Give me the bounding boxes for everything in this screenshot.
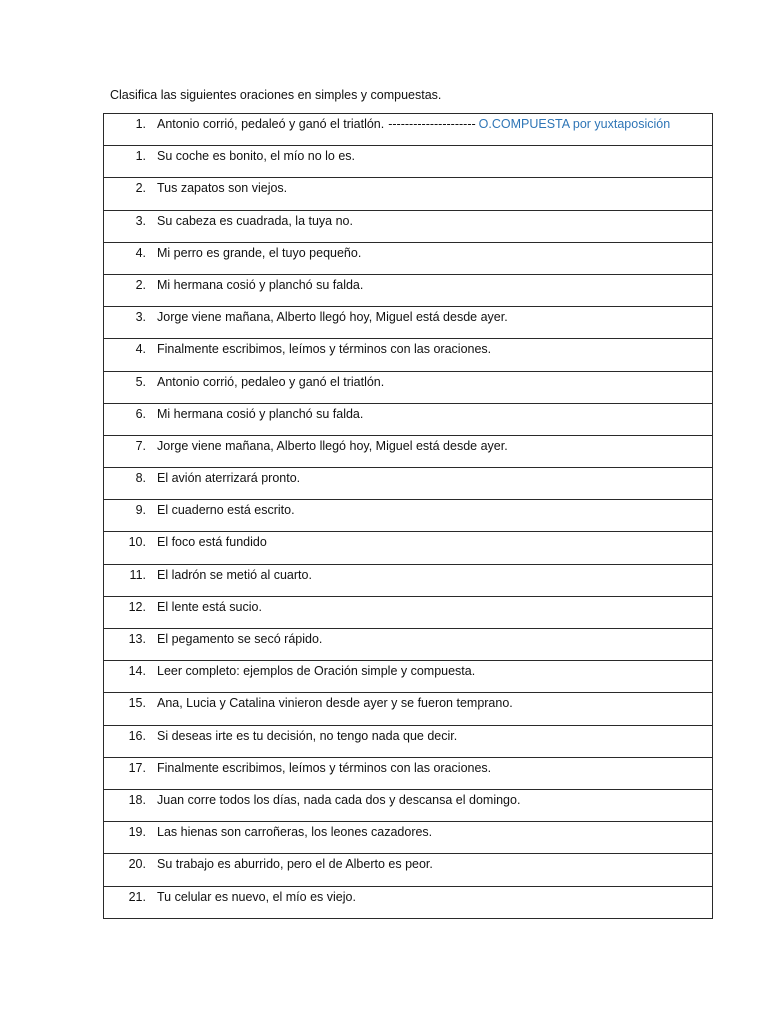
example-content <box>157 116 670 132</box>
sentence-text: Leer completo: ejemplos de Oración simple y compuesta. <box>157 664 476 679</box>
row-number: 10. <box>128 535 146 550</box>
row-number: 16. <box>128 728 146 743</box>
sentence-cell-content <box>104 532 712 550</box>
sentence-text: El cuaderno está escrito. <box>157 503 295 518</box>
sentence-cell <box>104 822 713 854</box>
sentence-cell <box>104 629 713 661</box>
row-number: 2. <box>135 181 146 196</box>
row-number: 9. <box>135 503 146 518</box>
row-number: 4. <box>135 245 146 260</box>
row-number: 6. <box>135 406 146 421</box>
table-row <box>104 564 713 596</box>
sentence-cell <box>104 435 713 467</box>
row-number: 21. <box>128 889 146 904</box>
row-number: 19. <box>128 825 146 840</box>
sentence-text: Las hienas son carroñeras, los leones cazadores. <box>157 825 433 840</box>
sentence-cell-content <box>104 468 712 486</box>
sentence-cell-content <box>104 565 712 583</box>
table-row <box>104 210 713 242</box>
sentence-cell-content <box>104 404 712 422</box>
example-cell <box>104 114 713 146</box>
row-number: 2. <box>135 277 146 292</box>
sentence-cell <box>104 789 713 821</box>
row-number: 8. <box>135 471 146 486</box>
sentence-cell <box>104 339 713 371</box>
table-row <box>104 661 713 693</box>
sentence-cell <box>104 210 713 242</box>
sentence-text: Finalmente escribimos, leímos y términos con las oraciones. <box>157 760 492 775</box>
sentence-text: Su coche es bonito, el mío no lo es. <box>157 149 356 164</box>
row-number: 18. <box>128 792 146 807</box>
row-number: 13. <box>128 632 146 646</box>
sentence-cell <box>104 307 713 339</box>
sentence-cell-content <box>104 500 712 518</box>
sentence-cell <box>104 178 713 210</box>
sentence-cell <box>104 146 713 178</box>
sentence-cell-content <box>104 178 712 196</box>
sentence-cell <box>104 532 713 564</box>
row-number: 5. <box>135 374 146 389</box>
sentence-cell-content <box>104 790 712 808</box>
example-row <box>104 114 713 146</box>
table-row <box>104 435 713 467</box>
sentence-text: El ladrón se metió al cuarto. <box>157 567 312 582</box>
row-number: 7. <box>135 438 146 453</box>
sentence-text: Antonio corrió, pedaleo y ganó el triatlón. <box>157 374 385 389</box>
row-number: 12. <box>128 599 146 614</box>
table-row <box>104 178 713 210</box>
table-row <box>104 854 713 886</box>
sentence-cell-content <box>104 211 712 229</box>
sentence-cell-content <box>104 339 712 357</box>
table-row <box>104 532 713 564</box>
table-row <box>104 693 713 725</box>
table-row <box>104 371 713 403</box>
sentence-cell-content <box>104 597 712 615</box>
sentence-text: Si deseas irte es tu decisión, no tengo nada que decir. <box>157 728 458 743</box>
sentence-text: El foco está fundido <box>157 535 267 550</box>
table-row <box>104 242 713 274</box>
sentence-cell <box>104 274 713 306</box>
sentence-cell <box>104 886 713 918</box>
table-row <box>104 146 713 178</box>
sentence-cell-content <box>104 307 712 325</box>
row-number: 3. <box>135 310 146 325</box>
table-row <box>104 307 713 339</box>
sentences-table <box>103 113 713 919</box>
sentence-cell-content <box>104 854 712 872</box>
sentence-cell <box>104 661 713 693</box>
sentence-text: Mi hermana cosió y planchó su falda. <box>157 277 364 292</box>
table-row <box>104 757 713 789</box>
example-sentence: Antonio corrió, pedaleó y ganó el triatlón. <box>157 117 385 131</box>
table-row <box>104 822 713 854</box>
answer-separator: --------------------- <box>388 117 476 131</box>
sentence-text: Juan corre todos los días, nada cada dos y descansa el domingo. <box>157 792 521 807</box>
row-number: 17. <box>128 760 146 775</box>
sentence-cell <box>104 757 713 789</box>
row-number: 3. <box>135 213 146 228</box>
table-row <box>104 403 713 435</box>
row-number: 14. <box>128 664 146 679</box>
sentence-cell <box>104 725 713 757</box>
sentence-cell <box>104 403 713 435</box>
sentence-cell-content <box>104 693 712 711</box>
sentence-cell-content <box>104 822 712 840</box>
row-number: 1. <box>135 117 146 131</box>
table-row <box>104 468 713 500</box>
worksheet-instruction: Clasifica las siguientes oraciones en simples y compuestas. <box>110 88 442 102</box>
sentence-text: El pegamento se secó rápido. <box>157 632 323 646</box>
row-number: 11. <box>129 567 146 582</box>
sentence-cell-content <box>104 146 712 164</box>
row-number: 15. <box>128 696 146 711</box>
sentence-cell <box>104 500 713 532</box>
sentence-cell-content <box>104 436 712 454</box>
table-row <box>104 596 713 628</box>
sentence-cell-content <box>104 275 712 293</box>
sentence-text: Tu celular es nuevo, el mío es viejo. <box>157 889 356 904</box>
sentence-text: Jorge viene mañana, Alberto llegó hoy, Miguel está desde ayer. <box>157 438 508 453</box>
example-answer: O.COMPUESTA por yuxtaposición <box>478 117 671 131</box>
sentence-cell-content <box>104 629 712 647</box>
table-row <box>104 725 713 757</box>
sentences-table-body <box>104 114 713 919</box>
sentence-cell <box>104 371 713 403</box>
sentence-cell <box>104 854 713 886</box>
row-number: 20. <box>128 857 146 872</box>
sentence-cell-content <box>104 726 712 744</box>
table-row <box>104 886 713 918</box>
sentence-cell <box>104 596 713 628</box>
row-number: 4. <box>135 342 146 357</box>
sentence-cell <box>104 242 713 274</box>
sentence-cell-content <box>104 758 712 776</box>
sentence-text: Su trabajo es aburrido, pero el de Alberto es peor. <box>157 857 433 872</box>
sentence-text: Ana, Lucia y Catalina vinieron desde ayer y se fueron temprano. <box>157 696 513 711</box>
sentence-text: Mi perro es grande, el tuyo pequeño. <box>157 245 362 260</box>
sentence-text: Mi hermana cosió y planchó su falda. <box>157 406 364 421</box>
sentence-cell-content <box>104 661 712 679</box>
sentence-text: El avión aterrizará pronto. <box>157 471 301 486</box>
sentence-text: Tus zapatos son viejos. <box>157 181 288 196</box>
sentence-cell-content <box>104 887 712 905</box>
table-row <box>104 274 713 306</box>
sentence-cell-content <box>104 243 712 261</box>
sentence-text: Su cabeza es cuadrada, la tuya no. <box>157 213 353 228</box>
table-row <box>104 629 713 661</box>
table-row <box>104 339 713 371</box>
sentence-text: Finalmente escribimos, leímos y términos con las oraciones. <box>157 342 492 357</box>
sentence-text: Jorge viene mañana, Alberto llegó hoy, Miguel está desde ayer. <box>157 310 508 325</box>
example-cell-content <box>104 114 712 132</box>
table-row <box>104 500 713 532</box>
sentence-cell <box>104 693 713 725</box>
row-number: 1. <box>135 149 146 164</box>
sentence-cell-content <box>104 372 712 390</box>
sentence-cell <box>104 468 713 500</box>
sentence-cell <box>104 564 713 596</box>
sentence-text: El lente está sucio. <box>157 599 262 614</box>
table-row <box>104 789 713 821</box>
